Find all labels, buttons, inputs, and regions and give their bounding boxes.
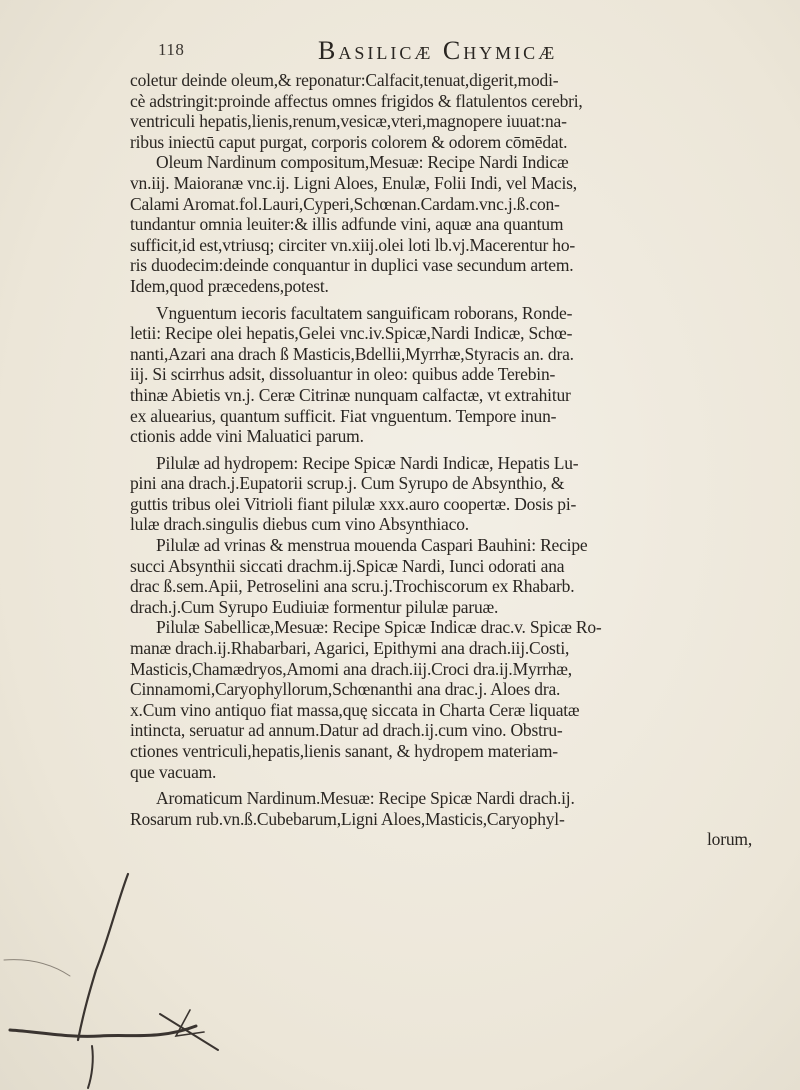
text-line: Vnguentum iecoris facultatem sanguificam roborans, Ronde- bbox=[156, 302, 573, 323]
text-line: que vacuam. bbox=[130, 761, 217, 782]
text-line: Pilulæ Sabellicæ,Mesuæ: Recipe Spicæ Indicæ drac.v. Spicæ Ro- bbox=[156, 617, 602, 638]
text-line: ctiones ventriculi,hepatis,lienis sanant, & hydropem materiam- bbox=[130, 741, 558, 761]
paragraph-vnguentum bbox=[130, 303, 770, 447]
handwritten-margin-marks bbox=[0, 840, 260, 1090]
text-line: Oleum Nardinum compositum,Mesuæ: Recipe Nardi Indicæ bbox=[156, 152, 569, 173]
text-line: nanti,Azari ana drach ß Masticis,Bdellii,Myrrhæ,Styracis an. dra. bbox=[130, 343, 574, 364]
text-line: sufficit,id est,vtriusq; circiter vn.xiij.olei loti lb.vj.Macerentur ho- bbox=[130, 234, 576, 255]
text-line: vn.iij. Maioranæ vnc.ij. Ligni Aloes, Enulæ, Folii Indi, vel Macis, bbox=[130, 172, 577, 193]
text-line: Aromaticum Nardinum.Mesuæ: Recipe Spicæ Nardi drach.ij. bbox=[156, 788, 575, 809]
text-line: thinæ Abietis vn.j. Ceræ Citrinæ nunquam calfactæ, vt extrahitur bbox=[130, 384, 571, 405]
text-line: Calami Aromat.fol.Lauri,Cyperi,Schœnan.Cardam.vnc.j.ß.con- bbox=[130, 193, 560, 214]
text-line: cè adstringit:proinde affectus omnes frigidos & flatulentos cerebri, bbox=[130, 90, 583, 111]
text-line: ribus iniectū caput purgat, corporis colorem & odorem cōmēdat. bbox=[130, 131, 568, 152]
text-line: Masticis,Chamædryos,Amomi ana drach.iij.Croci dra.ij.Myrrhæ, bbox=[130, 658, 572, 679]
paragraph-pilulae-sabellicae bbox=[130, 617, 770, 782]
paragraph-pilulae-hydropem bbox=[130, 453, 770, 535]
running-title: Basilicæ Chymicæ bbox=[318, 36, 558, 65]
text-line: guttis tribus olei Vitrioli fiant pilulæ xxx.auro coopertæ. Dosis pi- bbox=[130, 493, 577, 514]
text-line: lulæ drach.singulis diebus cum vino Absynthiaco. bbox=[130, 514, 469, 535]
text-line: drac ß.sem.Apii, Petroselini ana scru.j.Trochiscorum ex Rhabarb. bbox=[130, 576, 575, 597]
text-line: manæ drach.ij.Rhabarbari, Agarici, Epithymi ana drach.iij.Costi, bbox=[130, 638, 570, 659]
page-number: 118 bbox=[158, 40, 185, 59]
paragraph-oleum-nardinum bbox=[130, 152, 770, 296]
text-line: iij. Si scirrhus adsit, dissoluantur in oleo: quibus adde Terebin- bbox=[130, 364, 556, 385]
text-line: pini ana drach.j.Eupatorii scrup.j. Cum Syrupo de Absynthio, & bbox=[130, 473, 565, 494]
text-line: Pilulæ ad hydropem: Recipe Spicæ Nardi Indicæ, Hepatis Lu- bbox=[156, 452, 579, 473]
text-line: ex aluearius, quantum sufficit. Fiat vnguentum. Tempore inun- bbox=[130, 405, 557, 426]
catchword: lorum, bbox=[707, 829, 752, 850]
text-line: Idem,quod præcedens,potest. bbox=[130, 275, 329, 296]
body-text bbox=[130, 70, 770, 850]
paragraph-aromaticum bbox=[130, 788, 770, 829]
text-line: x.Cum vino antiquo fiat massa,quę siccata in Charta Ceræ liquatæ bbox=[130, 699, 580, 720]
text-line: Rosarum rub.vn.ß.Cubebarum,Ligni Aloes,Masticis,Caryophyl- bbox=[130, 808, 565, 829]
text-line: Pilulæ ad vrinas & menstrua mouenda Caspari Bauhini: Recipe bbox=[156, 535, 588, 556]
text-line: coletur deinde oleum,& reponatur:Calfacit,tenuat,digerit,modi- bbox=[130, 70, 559, 90]
page-header bbox=[158, 36, 758, 72]
text-line: succi Absynthii siccati drachm.ij.Spicæ Nardi, Iunci odorati ana bbox=[130, 555, 565, 576]
text-line: ris duodecim:deinde conquantur in duplici vase secundum artem. bbox=[130, 255, 574, 276]
paragraph-oleum-preparation bbox=[130, 70, 770, 152]
text-line: Cinnamomi,Caryophyllorum,Schœnanthi ana drac.j. Aloes dra. bbox=[130, 679, 561, 700]
text-line: intincta, seruatur ad annum.Datur ad drach.ij.cum vino. Obstru- bbox=[130, 720, 563, 741]
text-line: drach.j.Cum Syrupo Eudiuiæ formentur pilulæ paruæ. bbox=[130, 596, 499, 617]
text-line: ctionis adde vini Maluatici parum. bbox=[130, 426, 364, 447]
text-line: tundantur omnia leuiter:& illis adfunde vini, aquæ ana quantum bbox=[130, 214, 564, 235]
text-line: ventriculi hepatis,lienis,renum,vesicæ,vteri,magnopere iuuat:na- bbox=[130, 111, 567, 132]
text-line: letii: Recipe olei hepatis,Gelei vnc.iv.Spicæ,Nardi Indicæ, Schœ- bbox=[130, 323, 573, 344]
paragraph-pilulae-vrinas bbox=[130, 535, 770, 617]
